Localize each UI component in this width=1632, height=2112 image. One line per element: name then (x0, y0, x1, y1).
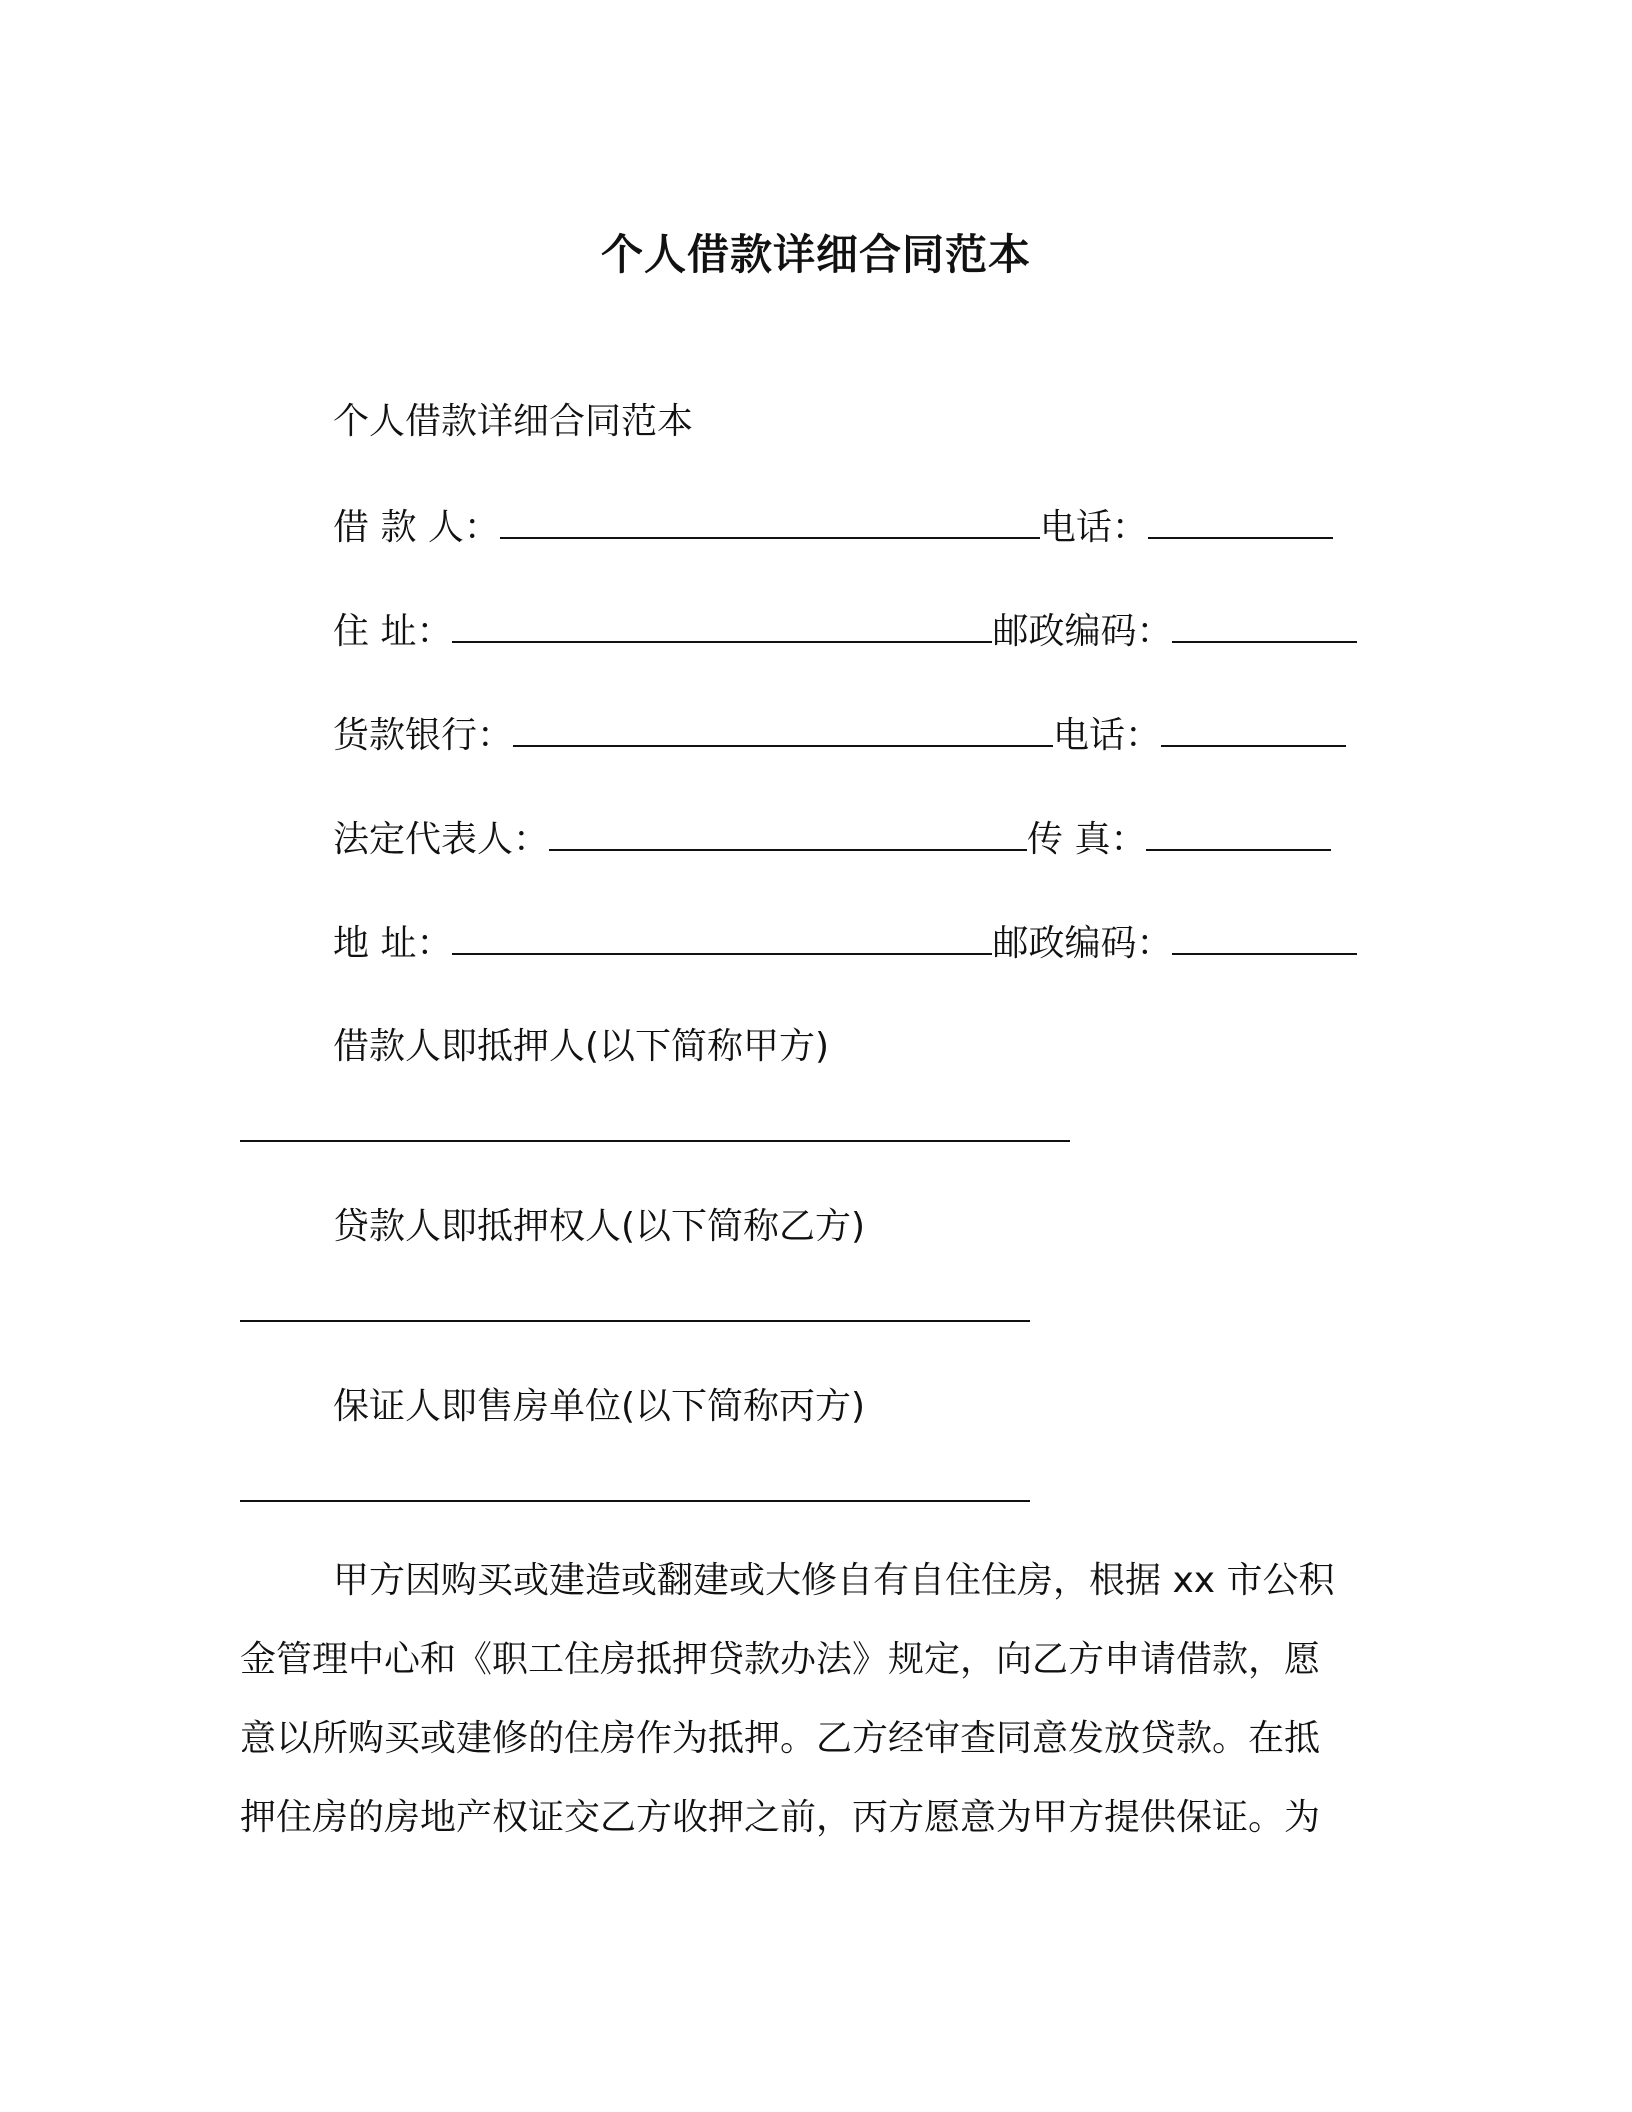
field-label-bank-phone: 电话： (1053, 715, 1162, 756)
field-blank-fax[interactable] (1146, 815, 1331, 851)
body-line: 金管理中心和《职工住房抵押贷款办法》规定，向乙方申请借款，愿 (240, 1639, 1321, 1680)
field-blank-bank-address[interactable] (452, 919, 992, 955)
field-blank-postcode[interactable] (1172, 607, 1357, 643)
party-b-blank[interactable] (240, 1320, 1030, 1322)
field-label-phone: 电话： (1039, 507, 1148, 548)
party-c-blank[interactable] (240, 1500, 1030, 1502)
body-line: 押住房的房地产权证交乙方收押之前，丙方愿意为甲方提供保证。为 (240, 1797, 1321, 1838)
field-row-bank (333, 711, 1346, 760)
field-row-borrower (333, 503, 1333, 552)
field-row-bank-address (333, 919, 1357, 968)
party-a-blank[interactable] (240, 1140, 1070, 1142)
field-blank-address[interactable] (452, 607, 992, 643)
document-title: 个人借款详细合同范本 (600, 230, 1031, 279)
document-subtitle: 个人借款详细合同范本 (333, 401, 694, 442)
field-row-legal-rep (333, 815, 1331, 864)
field-label-bank: 货款银行： (333, 715, 514, 756)
field-row-address (333, 607, 1357, 656)
party-b-label: 贷款人即抵押权人(以下简称乙方) (333, 1206, 866, 1247)
field-blank-legal-rep[interactable] (549, 815, 1027, 851)
field-label-address: 住 址： (333, 611, 453, 652)
field-label-bank-address: 地 址： (333, 923, 453, 964)
field-blank-bank-postcode[interactable] (1172, 919, 1357, 955)
field-blank-phone[interactable] (1148, 503, 1333, 539)
party-a-label: 借款人即抵押人(以下简称甲方) (333, 1026, 830, 1067)
field-blank-borrower[interactable] (500, 503, 1040, 539)
field-blank-bank[interactable] (513, 711, 1053, 747)
body-line: 甲方因购买或建造或翻建或大修自有自住住房，根据 xx 市公积 (333, 1560, 1335, 1601)
field-blank-bank-phone[interactable] (1161, 711, 1346, 747)
field-label-borrower: 借 款 人： (333, 507, 500, 548)
field-label-legal-rep: 法定代表人： (333, 819, 550, 860)
party-c-label: 保证人即售房单位(以下简称丙方) (333, 1386, 866, 1427)
field-label-bank-postcode: 邮政编码： (992, 923, 1173, 964)
field-label-postcode: 邮政编码： (992, 611, 1173, 652)
body-line: 意以所购买或建修的住房作为抵押。乙方经审查同意发放贷款。在抵 (240, 1718, 1321, 1759)
field-label-fax: 传 真： (1027, 819, 1147, 860)
